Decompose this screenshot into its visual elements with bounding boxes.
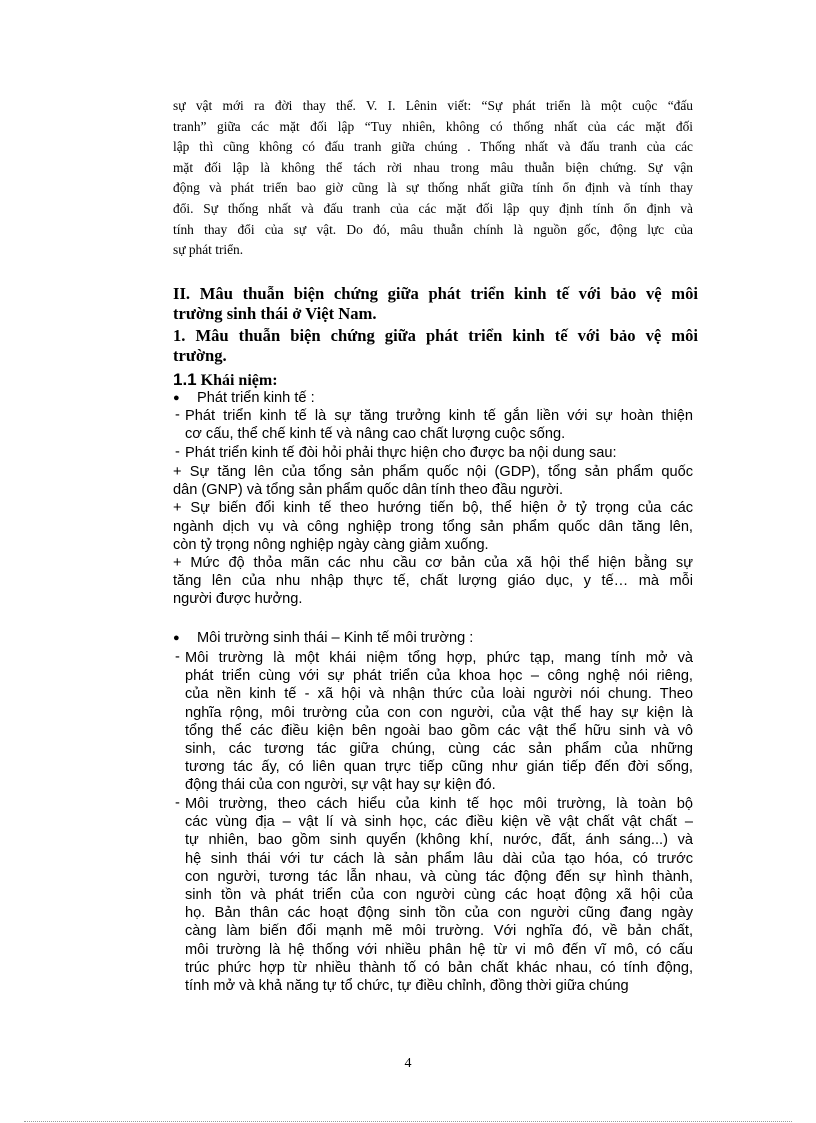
text-line: hệ sinh thái với tư cách là sản phẩm lâu dài của tạo hóa, có trước [185, 850, 693, 867]
text-line: càng làm biến đổi mạnh mẽ môi trường. Với nghĩa đó, về bản chất, [185, 923, 693, 940]
text-line: trúc phức hợp từ nhiều thành tố có bản chất khác nhau, có tính động, [185, 959, 693, 976]
text-line: nghĩa rộng, môi trường của con con người, của vật thể hay sự kiện là [185, 704, 693, 721]
text-line: đổi. Sự thống nhất và đấu tranh của các mặt đối lập quy định tính ổn định và [173, 200, 693, 216]
section-heading-ii [173, 284, 698, 324]
text-line: tranh” giữa các mặt đối lập “Tuy nhiên, không có thống nhất của các mặt đối [173, 118, 693, 134]
text-line: con người, tương tác lẫn nhau, và cùng tác động đến sự hình thành, [185, 868, 693, 885]
text-line: sinh, các tương tác giữa chúng, cùng các sản phẩm của những [185, 740, 693, 757]
heading-line: II. Mâu thuẫn biện chứng giữa phát triển kinh tế với bảo vệ môi [173, 284, 698, 303]
text-line: cơ cấu, thể chế kinh tế và nâng cao chất lượng cuộc sống. [185, 426, 566, 443]
text-line: Môi trường là một khái niệm tổng hợp, phức tạp, mang tính mở và [185, 650, 693, 666]
text-line: Phát triển kinh tế là sự tăng trưởng kinh tế gắn liền với sự hoàn thiện [185, 408, 693, 424]
dash-body [175, 444, 683, 462]
text-line: sự phát triển. [173, 242, 244, 258]
bullet-icon: ● [173, 392, 180, 404]
dash-body [185, 407, 693, 443]
text-line: dân (GNP) và tổng sản phẩm quốc dân tính theo đầu người. [173, 482, 564, 499]
footer-divider [24, 1121, 792, 1122]
heading-line: 1. Mâu thuẫn biện chứng giữa phát triển kinh tế với bảo vệ môi [173, 326, 698, 345]
bullet-icon: ● [173, 632, 180, 644]
bullet-text: Phát triển kinh tế : [197, 390, 315, 406]
section-heading-1 [173, 326, 698, 366]
text-line: + Sự biến đổi kinh tế theo hướng tiến bộ, thể hiện ở tỷ trọng của các [173, 500, 693, 517]
dash-marker: - [175, 649, 180, 665]
text-line: của nền kinh tế - xã hội và nhận thức của loài người nói chung. Theo [185, 686, 693, 703]
text-line: sinh tồn và phát triển của con người cùng các hoạt động xã hội của [185, 886, 693, 903]
text-line: còn tỷ trọng nông nghiệp ngày càng giảm xuống. [173, 536, 489, 553]
text-line: động thái của con người, sự vật hay sự kiện đó. [185, 777, 496, 794]
subheading-1-1 [173, 370, 278, 390]
text-line: các vùng địa – vật lí và sinh học, các điều kiện về vật chất vật chất – [185, 814, 693, 831]
text-line: Môi trường, theo cách hiểu của kinh tế học môi trường, là toàn bộ [185, 796, 693, 812]
text-line: mặt đối lập là không thể tách rời nhau trong mâu thuẫn biện chứng. Sự vận [173, 159, 693, 175]
text-line: ngành dịch vụ và công nghiệp trong tổng sản phẩm quốc dân tăng lên, [173, 518, 693, 535]
text-line: tính thay đổi của sự vật. Do đó, mâu thuẫn chính là nguồn gốc, động lực của [173, 221, 693, 237]
dash-marker: - [175, 444, 180, 460]
dash-body [185, 795, 693, 995]
text-line: sự vật mới ra đời thay thế. V. I. Lênin viết: “Sự phát triển là một cuộc “đấu [173, 98, 693, 113]
text-line: động và phát triển bao giờ cũng là sự thống nhất giữa tính ổn định và tính thay [173, 180, 693, 196]
text-line: tổng thể các điều kiện bên ngoài bao gồm các vật thể hữu sinh và vô [185, 722, 693, 739]
text-line: người được hưởng. [173, 591, 303, 608]
dash-marker: - [175, 407, 180, 423]
intro-paragraph [173, 96, 693, 261]
dash-body [185, 649, 693, 795]
text-line: họ. Bản thân các hoạt động sinh tồn của con người cũng đang ngày [185, 905, 693, 922]
bullet-text: Môi trường sinh thái – Kinh tế môi trường : [197, 630, 474, 646]
dash-marker: - [175, 795, 180, 811]
text-line: + Mức độ thỏa mãn các nhu cầu cơ bản của xã hội thể hiện bằng sự [173, 554, 693, 571]
text-line: môi trường là hệ thống với nhiều phân hệ từ vi mô đến vĩ mô, có cấu [185, 941, 693, 958]
heading-line: trường sinh thái ở Việt Nam. [173, 304, 377, 323]
subheading-number: 1.1 [173, 370, 197, 389]
text-line: + Sự tăng lên của tổng sản phẩm quốc nội (GDP), tổng sản phẩm quốc [173, 464, 693, 480]
text-line: phát triển cùng với sự phát triển của khoa học – công nghệ nói riêng, [185, 668, 693, 685]
text-line: tự nhiên, bao gồm sinh quyển (không khí, nước, đất, ánh sáng...) và [185, 832, 693, 849]
heading-line: trường. [173, 346, 227, 365]
text-line: Phát triển kinh tế đòi hỏi phải thực hiện cho được ba nội dung sau: [185, 445, 617, 461]
page-number: 4 [404, 1056, 412, 1071]
text-line: tăng lên của nhu nhập thực tế, chất lượng giáo dục, y tế… mà mỗi [173, 573, 693, 590]
text-line: lập thì cũng không có đấu tranh giữa chúng . Thống nhất và đấu tranh của các [173, 139, 693, 155]
subheading-text: Khái niệm: [200, 372, 278, 389]
text-line: tương tác ấy, có liên quan trực tiếp cũng như gián tiếp đến đời sống, [185, 759, 693, 776]
text-line: tính mở và khả năng tự tổ chức, tự điều chỉnh, đồng thời giữa chúng [185, 977, 629, 994]
plus-list [173, 463, 693, 609]
